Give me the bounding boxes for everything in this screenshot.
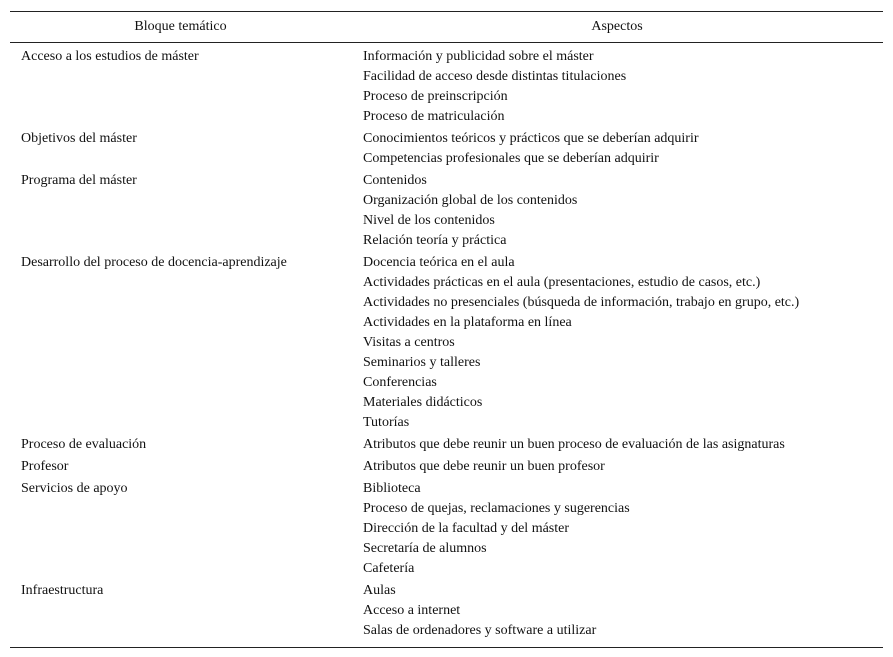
aspect-item: Información y publicidad sobre el máster [363,49,594,64]
aspect-item: Seminarios y talleres [363,355,481,370]
aspect-item: Visitas a centros [363,335,455,350]
aspect-item: Salas de ordenadores y software a utilizar [363,623,597,638]
header-aspects: Aspectos [351,12,883,43]
aspect-item: Tutorías [363,415,410,430]
aspect-item: Cafetería [363,561,415,576]
aspect-item: Atributos que debe reunir un buen proceso de evaluación de las asignaturas [363,437,785,452]
table-row [10,477,883,579]
block-cell: Programa del máster [21,173,137,188]
aspects-cell [351,433,883,455]
aspect-item: Actividades en la plataforma en línea [363,315,572,330]
aspect-item: Proceso de quejas, reclamaciones y sugerencias [363,501,630,516]
aspect-item: Organización global de los contenidos [363,193,578,208]
table-row [10,251,883,433]
table-row [10,169,883,251]
table-row [10,433,883,455]
block-cell: Desarrollo del proceso de docencia-aprendizaje [21,255,287,270]
block-cell: Proceso de evaluación [21,437,147,452]
block-cell: Profesor [21,459,69,474]
aspects-cell [351,251,883,433]
aspect-item: Facilidad de acceso desde distintas titulaciones [363,69,627,84]
header-row [10,12,883,43]
aspect-item: Actividades no presenciales (búsqueda de información, trabajo en grupo, etc.) [363,295,800,310]
table-header [10,12,883,43]
aspect-item: Conocimientos teóricos y prácticos que se deberían adquirir [363,131,699,146]
table-row [10,455,883,477]
thematic-blocks-table-container [10,11,883,648]
aspects-cell [351,169,883,251]
table-row [10,579,883,648]
block-cell: Infraestructura [10,579,351,648]
aspects-cell [351,43,883,128]
aspect-item: Conferencias [363,375,437,390]
thematic-blocks-table [10,11,883,648]
aspect-item: Atributos que debe reunir un buen profesor [363,459,605,474]
aspect-item: Actividades prácticas en el aula (presentaciones, estudio de casos, etc.) [363,275,761,290]
aspect-item: Materiales didácticos [363,395,483,410]
aspect-item: Secretaría de alumnos [363,541,487,556]
block-cell: Objetivos del máster [21,131,137,146]
header-block: Bloque temático [10,12,351,43]
aspects-cell [351,477,883,579]
aspects-cell [351,127,883,169]
aspect-item: Acceso a internet [363,603,461,618]
aspect-item: Biblioteca [363,481,421,496]
table-row [10,43,883,128]
aspect-item: Competencias profesionales que se deberían adquirir [363,151,659,166]
aspect-item: Aulas [363,583,396,598]
aspect-item: Docencia teórica en el aula [363,255,515,270]
aspect-item: Proceso de matriculación [363,109,505,124]
table-row [10,127,883,169]
aspect-item: Proceso de preinscripción [363,89,508,104]
aspects-cell [351,455,883,477]
aspect-item: Dirección de la facultad y del máster [363,521,570,536]
aspect-item: Nivel de los contenidos [363,213,495,228]
aspect-item: Relación teoría y práctica [363,233,507,248]
block-cell: Servicios de apoyo [21,481,128,496]
aspect-item: Contenidos [363,173,427,188]
table-body [10,43,883,648]
aspects-cell [351,579,883,648]
block-cell: Acceso a los estudios de máster [21,49,199,64]
